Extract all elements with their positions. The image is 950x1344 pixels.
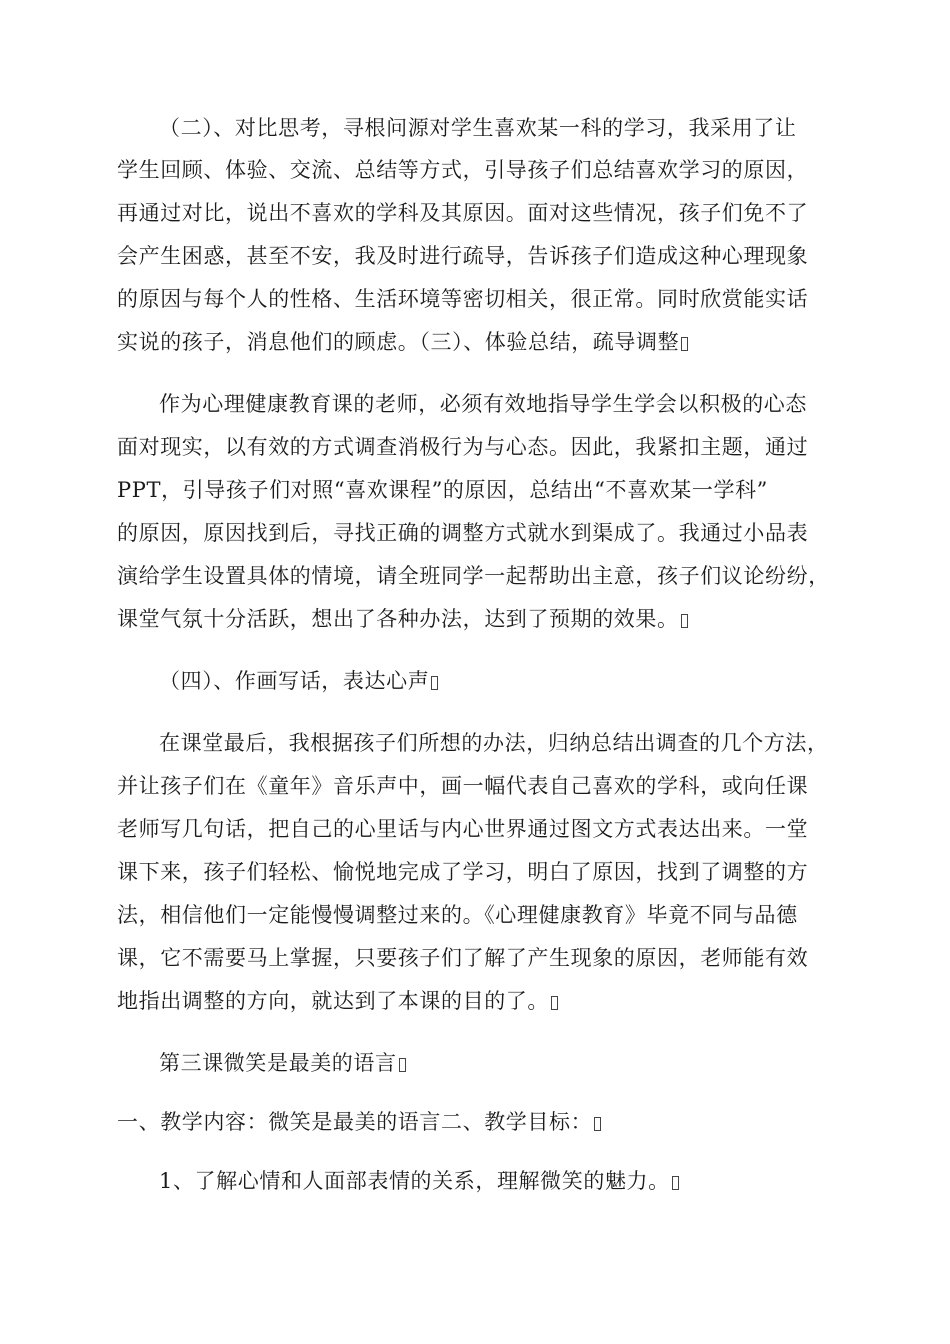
text-line: 课下来，孩子们轻松、愉悦地完成了学习，明白了原因，找到了调整的方	[117, 860, 809, 884]
text-line: 学生回顾、体验、交流、总结等方式，引导孩子们总结喜欢学习的原因，	[117, 158, 809, 182]
paragraph-mark-icon	[594, 1117, 601, 1131]
teaching-goal	[159, 1167, 679, 1195]
section-heading	[159, 667, 438, 695]
paragraph-mark-icon	[431, 676, 438, 690]
text-line: 的原因，原因找到后，寻找正确的调整方式就水到渠成了。我通过小品表	[117, 521, 809, 545]
heading-text: （四）、作画写话，表达心声	[159, 669, 430, 693]
text-line: （二）、对比思考，寻根问源对学生喜欢某一科的学习，我采用了让	[159, 116, 797, 140]
text-line: PPT，引导孩子们对照“喜欢课程”的原因，总结出“不喜欢某一学科”	[117, 478, 769, 502]
lesson-title-text: 第三课微笑是最美的语言	[159, 1051, 397, 1075]
paragraph-mark-icon	[672, 1176, 679, 1190]
text-line: 在课堂最后，我根据孩子们所想的办法，归纳总结出调查的几个方法，	[159, 731, 829, 755]
teaching-content	[117, 1108, 601, 1136]
lesson-title	[159, 1049, 406, 1077]
text-line: 老师写几句话，把自己的心里话与内心世界通过图文方式表达出来。一堂	[117, 817, 809, 841]
text-line: 会产生困惑，甚至不安，我及时进行疏导，告诉孩子们造成这种心理现象	[117, 244, 809, 268]
teaching-goal-text: 1、了解心情和人面部表情的关系，理解微笑的魅力。	[159, 1169, 670, 1193]
paragraph-mark-icon	[681, 614, 688, 628]
paragraph-mark-icon	[681, 337, 688, 351]
text-line: 课，它不需要马上掌握，只要孩子们了解了产生现象的原因，老师能有效	[117, 946, 809, 970]
paragraph-mark-icon	[399, 1058, 406, 1072]
text-line: 法，相信他们一定能慢慢调整过来的。《心理健康教育》毕竟不同与品德	[117, 903, 798, 927]
text-line: 地指出调整的方向，就达到了本课的目的了。	[117, 989, 549, 1013]
text-line: 作为心理健康教育课的老师，必须有效地指导学生学会以积极的心态	[159, 392, 807, 416]
text-line: 面对现实，以有效的方式调查消极行为与心态。因此，我紧扣主题，通过	[117, 435, 809, 459]
text-line: 并让孩子们在《童年》音乐声中，画一幅代表自己喜欢的学科，或向任课	[117, 774, 809, 798]
text-line: 实说的孩子，消息他们的顾虑。（三）、体验总结，疏导调整	[117, 330, 680, 354]
text-line: 演给学生设置具体的情境，请全班同学一起帮助出主意，孩子们议论纷纷，	[117, 564, 830, 588]
paragraph-mark-icon	[551, 996, 558, 1010]
text-line-end	[117, 987, 558, 1015]
text-line-end	[117, 328, 688, 356]
text-line-end	[117, 605, 688, 633]
text-line: 再通过对比，说出不喜欢的学科及其原因。面对这些情况，孩子们免不了	[117, 201, 809, 225]
text-line: 课堂气氛十分活跃，想出了各种办法，达到了预期的效果。	[117, 607, 679, 631]
text-line: 的原因与每个人的性格、生活环境等密切相关，很正常。同时欣赏能实话	[117, 287, 809, 311]
teaching-content-text: 一、教学内容：微笑是最美的语言二、教学目标：	[117, 1110, 593, 1134]
